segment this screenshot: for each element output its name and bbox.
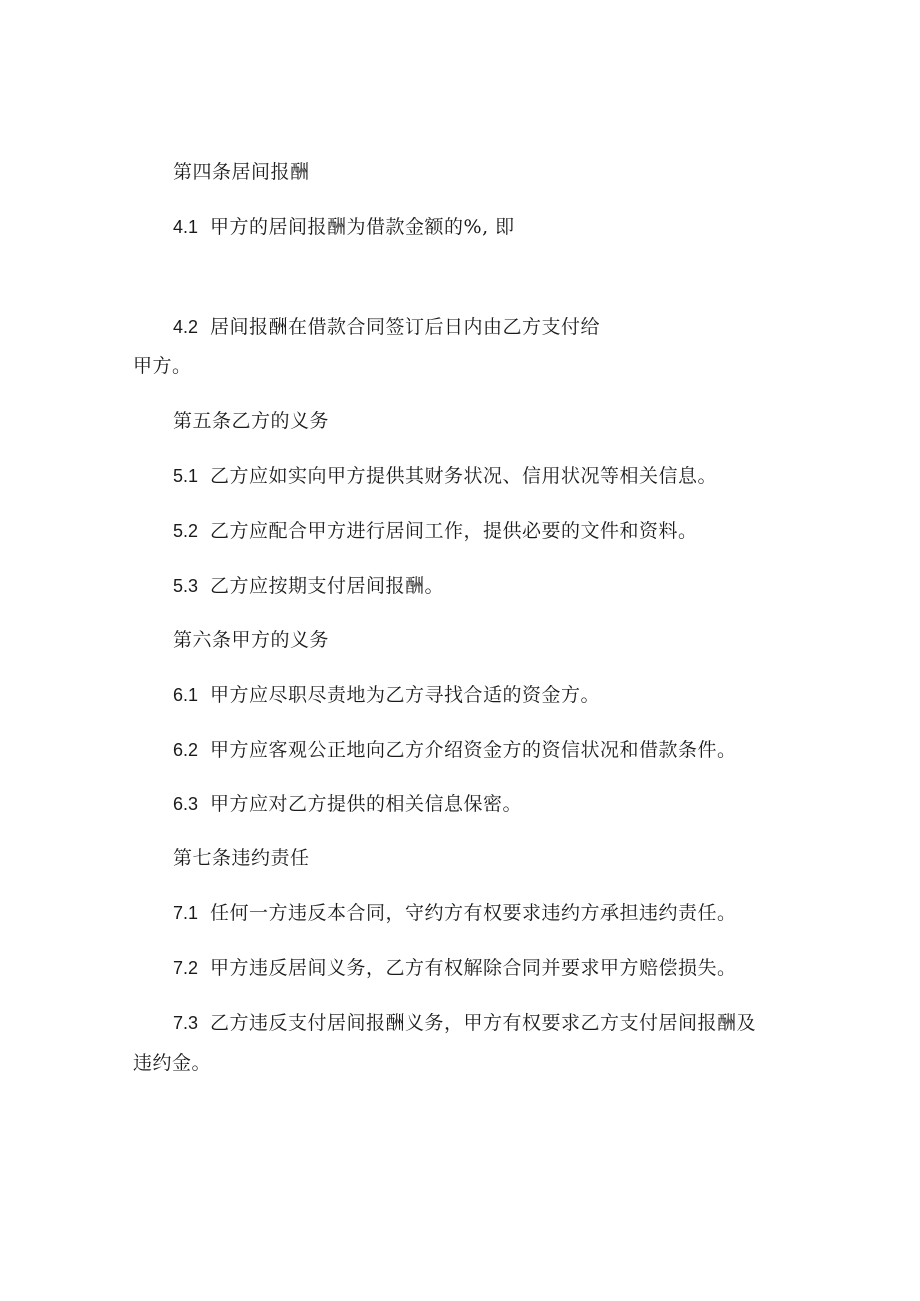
clause-number: 6.1 xyxy=(173,685,199,705)
clause-text: 居间报酬在借款合同签订后日内由乙方支付给 xyxy=(210,316,601,338)
clause-number: 7.1 xyxy=(173,903,199,923)
clause-text: 乙方应配合甲方进行居间工作，提供必要的文件和资料。 xyxy=(210,520,698,542)
clause-text: 甲方的居间报酬为借款金额的%, 即 xyxy=(210,216,515,238)
clause-7-3 xyxy=(173,1011,756,1035)
clause-6-3 xyxy=(173,792,522,816)
clause-7-1 xyxy=(173,901,737,925)
clause-number: 6.2 xyxy=(173,740,199,760)
clause-5-3 xyxy=(173,574,444,598)
clause-6-2 xyxy=(173,738,737,762)
clause-number: 5.2 xyxy=(173,521,199,541)
clause-5-1 xyxy=(173,464,717,488)
article-7-heading: 第七条违约责任 xyxy=(173,847,310,869)
clause-text: 甲方应对乙方提供的相关信息保密。 xyxy=(210,793,523,815)
clause-number: 6.3 xyxy=(173,794,199,814)
clause-text: 乙方违反支付居间报酬义务，甲方有权要求乙方支付居间报酬及 xyxy=(210,1012,757,1034)
clause-text: 甲方违反居间义务，乙方有权解除合同并要求甲方赔偿损失。 xyxy=(210,957,737,979)
clause-number: 5.1 xyxy=(173,466,199,486)
clause-5-2 xyxy=(173,519,698,543)
clause-7-3-continuation: 违约金。 xyxy=(133,1052,212,1074)
article-6-heading: 第六条甲方的义务 xyxy=(173,629,330,651)
clause-4-2-continuation: 甲方。 xyxy=(133,355,192,377)
clause-number: 4.2 xyxy=(173,317,199,337)
clause-text: 任何一方违反本合同，守约方有权要求违约方承担违约责任。 xyxy=(210,902,737,924)
clause-4-1 xyxy=(173,215,515,239)
clause-number: 7.3 xyxy=(173,1013,199,1033)
clause-text: 乙方应如实向甲方提供其财务状况、信用状况等相关信息。 xyxy=(210,465,718,487)
clause-7-2 xyxy=(173,956,737,980)
clause-text: 甲方应客观公正地向乙方介绍资金方的资信状况和借款条件。 xyxy=(210,739,737,761)
article-4-heading: 第四条居间报酬 xyxy=(173,161,310,183)
clause-number: 5.3 xyxy=(173,576,199,596)
clause-text: 甲方应尽职尽责地为乙方寻找合适的资金方。 xyxy=(210,684,601,706)
article-5-heading: 第五条乙方的义务 xyxy=(173,410,330,432)
clause-text: 乙方应按期支付居间报酬。 xyxy=(210,575,445,597)
clause-number: 4.1 xyxy=(173,217,199,237)
clause-4-2 xyxy=(173,315,600,339)
clause-number: 7.2 xyxy=(173,958,199,978)
clause-6-1 xyxy=(173,683,600,707)
